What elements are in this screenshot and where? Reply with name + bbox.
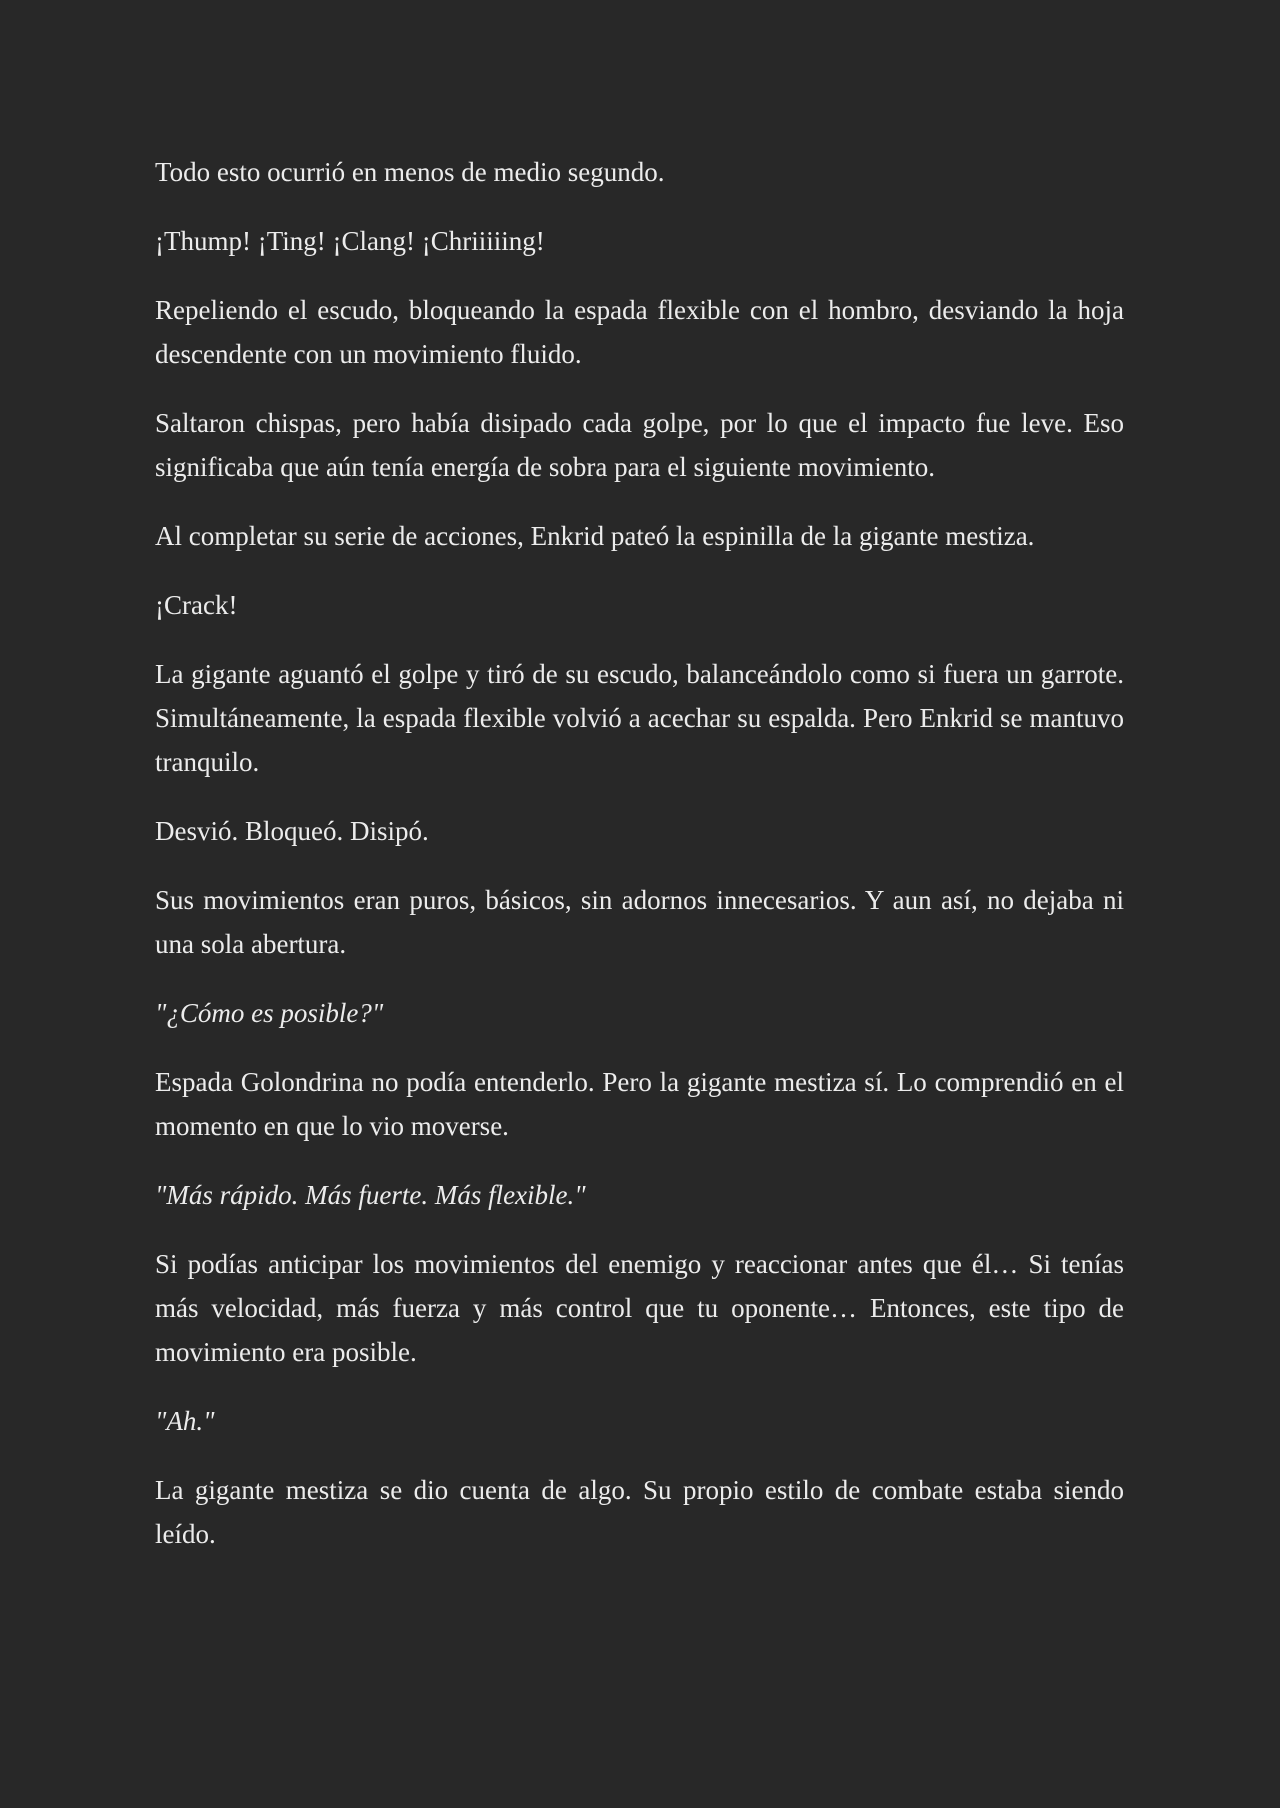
paragraph: Saltaron chispas, pero había disipado cada golpe, por lo que el impacto fue leve. Eso significaba que aún tenía energía de sobra para el siguiente movimiento. <box>155 408 1124 482</box>
chapter-text <box>155 150 1124 1581</box>
paragraph: La gigante aguantó el golpe y tiró de su escudo, balanceándolo como si fuera un garrote. Simultáneamente, la espada flexible volvió a acechar su espalda. Pero Enkrid se mantuvo tranquilo. <box>155 659 1124 777</box>
paragraph: Todo esto ocurrió en menos de medio segundo. <box>155 157 665 187</box>
paragraph: ¡Crack! <box>155 590 238 620</box>
dialogue-paragraph: "Más rápido. Más fuerte. Más flexible." <box>155 1180 586 1210</box>
paragraph: Sus movimientos eran puros, básicos, sin adornos innecesarios. Y aun así, no dejaba ni una sola abertura. <box>155 885 1124 959</box>
paragraph: Al completar su serie de acciones, Enkrid pateó la espinilla de la gigante mestiza. <box>155 521 1035 551</box>
paragraph: Repeliendo el escudo, bloqueando la espada flexible con el hombro, desviando la hoja descendente con un movimiento fluido. <box>155 295 1124 369</box>
paragraph: ¡Thump! ¡Ting! ¡Clang! ¡Chriiiiing! <box>155 226 545 256</box>
paragraph: La gigante mestiza se dio cuenta de algo. Su propio estilo de combate estaba siendo leído. <box>155 1475 1124 1549</box>
paragraph: Si podías anticipar los movimientos del enemigo y reaccionar antes que él… Si tenías más velocidad, más fuerza y más control que tu oponente… Entonces, este tipo de movimiento era posible. <box>155 1249 1124 1367</box>
paragraph: Desvió. Bloqueó. Disipó. <box>155 816 429 846</box>
dialogue-paragraph: "¿Cómo es posible?" <box>155 998 384 1028</box>
paragraph: Espada Golondrina no podía entenderlo. Pero la gigante mestiza sí. Lo comprendió en el momento en que lo vio moverse. <box>155 1067 1124 1141</box>
dialogue-paragraph: "Ah." <box>155 1406 215 1436</box>
